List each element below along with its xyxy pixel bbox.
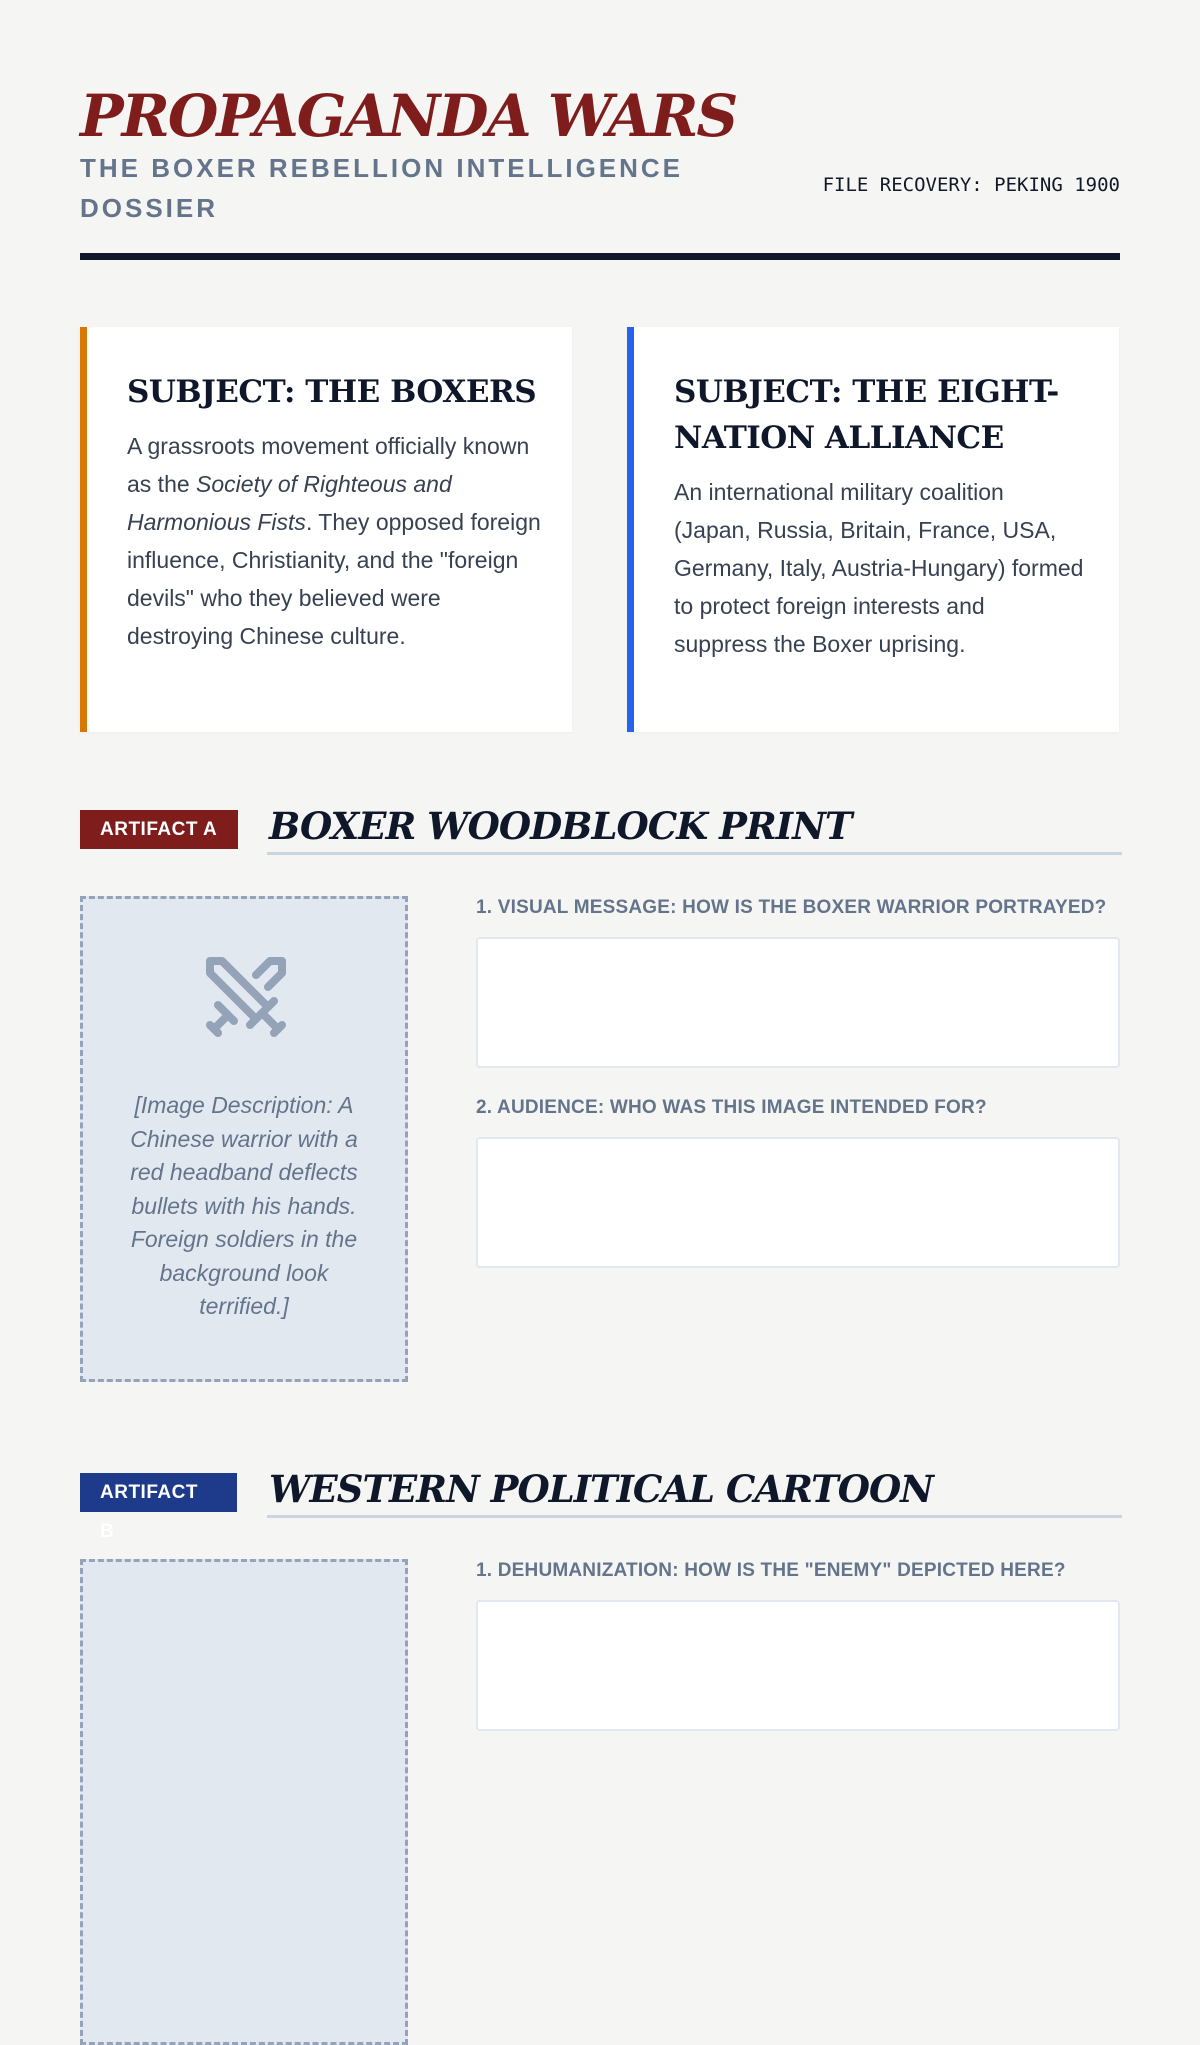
subject-card-alliance (627, 327, 1119, 732)
visual-message-answer[interactable] (476, 937, 1120, 1068)
page-title: PROPAGANDA WARS (80, 82, 737, 150)
artifact-a-badge: ARTIFACT A (80, 810, 238, 849)
artifact-b-header (80, 1463, 1120, 1542)
artifact-a-header (80, 800, 1120, 856)
dehumanization-answer[interactable] (476, 1600, 1120, 1731)
file-recovery-label: FILE RECOVERY: PEKING 1900 (822, 174, 1120, 196)
artifact-b-image-placeholder (80, 1559, 408, 2045)
artifact-b-question-1 (476, 1558, 1120, 1731)
subject-card-body-text: . They opposed foreign influence, Christianity, and the "foreign devils" who they believed were destroying Chinese culture. (127, 509, 541, 649)
artifact-b-badge: ARTIFACT B (80, 1473, 237, 1512)
artifact-a-question-2 (476, 1095, 1120, 1268)
artifact-a-image-placeholder (80, 896, 408, 1382)
artifact-a-title: BOXER WOODBLOCK PRINT (267, 800, 1122, 855)
subject-card-title: SUBJECT: THE BOXERS (127, 374, 537, 410)
artifact-a-image-description: [Image Description: A Chinese warrior with a red headband deflects bullets with his hands. Foreign soldiers in the background look terrified.] (130, 1092, 358, 1319)
subject-card-body (127, 427, 547, 655)
question-label: 1. VISUAL MESSAGE: HOW IS THE BOXER WARRIOR PORTRAYED? (476, 897, 1107, 918)
subject-card-body: An international military coalition (Japan, Russia, Britain, France, USA, Germany, Italy, Austria-Hungary) formed to protect foreign interests and suppress the Boxer uprising. (674, 479, 1084, 657)
audience-answer[interactable] (476, 1137, 1120, 1268)
subject-card-body-text: A grassroots movement officially known as the (127, 433, 530, 497)
question-label: 2. AUDIENCE: WHO WAS THIS IMAGE INTENDED FOR? (476, 1097, 987, 1118)
artifact-a-question-1 (476, 895, 1120, 1068)
question-label: 1. DEHUMANIZATION: HOW IS THE "ENEMY" DEPICTED HERE? (476, 1560, 1066, 1581)
crossed-swords-icon (198, 949, 294, 1045)
header-divider (80, 253, 1120, 260)
artifact-b-title: WESTERN POLITICAL CARTOON (267, 1463, 1122, 1518)
subject-card-title: SUBJECT: THE EIGHT-NATION ALLIANCE (674, 374, 1059, 456)
society-name-emphasis: Society of Righteous and Harmonious Fists (127, 471, 452, 535)
page-subtitle: THE BOXER REBELLION INTELLIGENCE DOSSIER (80, 153, 684, 223)
subject-card-boxers (80, 327, 572, 732)
dossier-header (80, 0, 1120, 262)
